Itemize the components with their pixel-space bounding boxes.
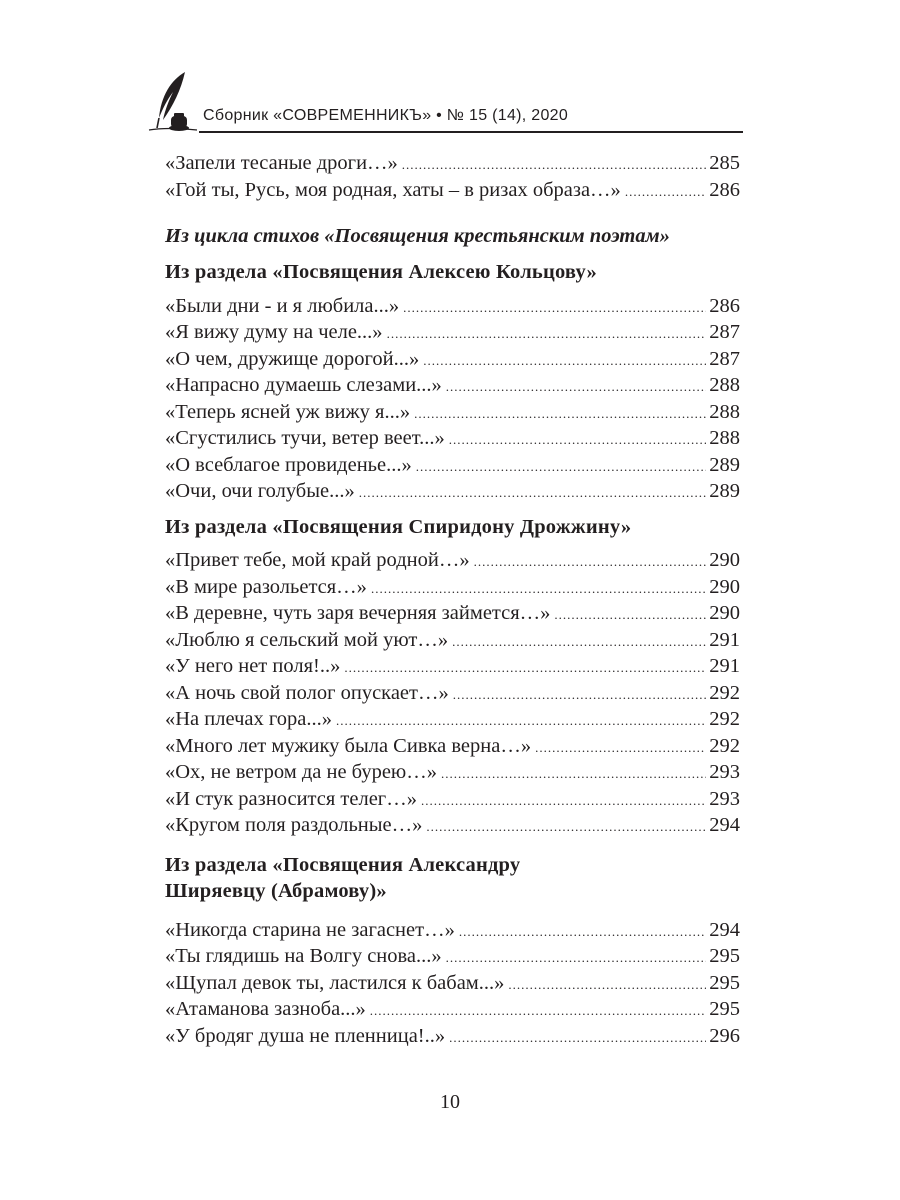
dot-leader bbox=[474, 549, 707, 576]
toc-entry bbox=[165, 917, 740, 944]
toc-entry bbox=[165, 653, 740, 680]
toc-entry-title: «Очи, очи голубые...» bbox=[165, 480, 355, 502]
dot-leader bbox=[453, 682, 707, 709]
dot-leader bbox=[446, 945, 707, 972]
toc-entry-title: «А ночь свой полог опускает…» bbox=[165, 681, 449, 704]
dot-leader bbox=[344, 655, 706, 682]
toc-entry-title: «В мире разольется…» bbox=[165, 575, 367, 598]
toc-entry bbox=[165, 478, 740, 505]
dot-leader bbox=[459, 919, 706, 946]
toc-entry-page: 294 bbox=[709, 918, 740, 941]
dot-leader bbox=[423, 348, 706, 375]
dot-leader bbox=[508, 972, 706, 999]
toc-entry-title: «У бродяг душа не пленница!..» bbox=[165, 1024, 446, 1047]
toc-entry-title: «Щупал девок ты, ластился к бабам...» bbox=[165, 971, 505, 994]
toc-entry-title: «И стук разносится телег…» bbox=[165, 787, 417, 810]
dot-leader bbox=[421, 788, 706, 815]
header-divider bbox=[199, 131, 743, 133]
toc-entry bbox=[165, 346, 740, 373]
toc-entry-page: 295 bbox=[709, 945, 740, 967]
toc-entry bbox=[165, 372, 740, 399]
toc-entry-title: «Много лет мужику была Сивка верна…» bbox=[165, 734, 532, 757]
toc-entry bbox=[165, 452, 740, 479]
dot-leader bbox=[554, 602, 706, 629]
toc-entry-title: «Запели тесаные дроги…» bbox=[165, 152, 398, 174]
toc-entry-page: 288 bbox=[709, 400, 740, 423]
toc-entry-title: «О всеблагое провиденье...» bbox=[165, 453, 412, 476]
toc-entry-title: «Кругом поля раздольные…» bbox=[165, 814, 423, 836]
dot-leader bbox=[403, 295, 706, 322]
toc-entry-page: 293 bbox=[709, 787, 740, 810]
dot-leader bbox=[449, 427, 707, 454]
toc-entry bbox=[165, 600, 740, 627]
toc-entry-page: 295 bbox=[709, 998, 740, 1020]
toc-entry-page: 287 bbox=[709, 321, 740, 343]
toc-entry bbox=[165, 150, 740, 177]
toc-entry-title: «На плечах гора...» bbox=[165, 708, 332, 730]
toc-entry-title: «Напрасно думаешь слезами...» bbox=[165, 374, 442, 396]
toc-entry-page: 291 bbox=[709, 628, 740, 651]
toc-entry-title: «Никогда старина не загаснет…» bbox=[165, 918, 455, 941]
toc-entry bbox=[165, 547, 740, 574]
toc-entry bbox=[165, 812, 740, 839]
toc-entry-page: 288 bbox=[709, 427, 740, 449]
toc-entry-page: 290 bbox=[709, 575, 740, 598]
toc-entry bbox=[165, 943, 740, 970]
toc-entry-title: «Люблю я сельский мой уют…» bbox=[165, 628, 449, 651]
dot-leader bbox=[446, 374, 706, 401]
dot-leader bbox=[387, 321, 707, 348]
cycle-heading: Из цикла стихов «Посвящения крестьянским поэтам» bbox=[165, 225, 670, 247]
toc-entry-page: 290 bbox=[709, 549, 740, 571]
toc-entry bbox=[165, 996, 740, 1023]
dot-leader bbox=[535, 735, 706, 762]
dot-leader bbox=[449, 1025, 706, 1052]
section-heading-drozhzhin: Из раздела «Посвящения Спиридону Дрожжину» bbox=[165, 515, 632, 538]
toc-entry bbox=[165, 425, 740, 452]
toc-entry-title: «В деревне, чуть заря вечерняя займется…» bbox=[165, 602, 551, 624]
toc-entry bbox=[165, 759, 740, 786]
dot-leader bbox=[336, 708, 706, 735]
toc-entry-page: 285 bbox=[709, 152, 740, 174]
toc-entry-page: 292 bbox=[709, 708, 740, 730]
toc-entry bbox=[165, 319, 740, 346]
toc-entry-page: 296 bbox=[709, 1024, 740, 1047]
toc-entry bbox=[165, 680, 740, 707]
toc-entry-title: «Гой ты, Русь, моя родная, хаты – в ризах образа…» bbox=[165, 178, 621, 201]
dot-leader bbox=[426, 814, 706, 841]
toc-entry bbox=[165, 706, 740, 733]
toc-entry-page: 292 bbox=[709, 734, 740, 757]
toc-entry-page: 287 bbox=[709, 347, 740, 370]
toc-entry-title: «Теперь ясней уж вижу я...» bbox=[165, 400, 411, 423]
table-of-contents bbox=[165, 150, 740, 1049]
header-title: Сборник «СОВРЕМЕННИКЪ» • № 15 (14), 2020 bbox=[203, 107, 569, 124]
toc-entry-title: «Сгустились тучи, ветер веет...» bbox=[165, 427, 445, 449]
toc-entry-page: 289 bbox=[709, 453, 740, 476]
toc-entry bbox=[165, 1023, 740, 1050]
toc-entry-page: 286 bbox=[709, 178, 740, 201]
toc-entry bbox=[165, 574, 740, 601]
toc-entry-title: «Я вижу думу на челе...» bbox=[165, 321, 383, 343]
toc-entry bbox=[165, 293, 740, 320]
toc-entry-page: 295 bbox=[709, 971, 740, 994]
dot-leader bbox=[625, 179, 706, 206]
dot-leader bbox=[359, 480, 707, 507]
dot-leader bbox=[416, 454, 706, 481]
dot-leader bbox=[414, 401, 706, 428]
toc-entry-title: «О чем, дружище дорогой...» bbox=[165, 347, 420, 370]
toc-entry bbox=[165, 786, 740, 813]
toc-entry bbox=[165, 970, 740, 997]
page-number: 10 bbox=[440, 1091, 460, 1113]
toc-entry-page: 286 bbox=[709, 294, 740, 317]
toc-entry-title: «Атаманова зазноба...» bbox=[165, 998, 366, 1020]
toc-entry-title: «Ох, не ветром да не бурею…» bbox=[165, 761, 437, 783]
dot-leader bbox=[370, 998, 706, 1025]
toc-entry bbox=[165, 177, 740, 204]
toc-entry-page: 294 bbox=[709, 814, 740, 836]
toc-entry-page: 292 bbox=[709, 681, 740, 704]
toc-entry-title: «Были дни - и я любила...» bbox=[165, 294, 400, 317]
toc-entry-page: 289 bbox=[709, 480, 740, 502]
dot-leader bbox=[441, 761, 706, 788]
section-heading-shiryaevets bbox=[165, 852, 740, 905]
toc-entry bbox=[165, 627, 740, 654]
section-heading-koltsov: Из раздела «Посвящения Алексею Кольцову» bbox=[165, 261, 597, 283]
dot-leader bbox=[452, 629, 706, 656]
toc-entry-page: 291 bbox=[709, 655, 740, 677]
toc-entry bbox=[165, 399, 740, 426]
toc-entry-page: 288 bbox=[709, 374, 740, 396]
running-header bbox=[147, 70, 743, 134]
section-heading-line: Ширяевцу (Абрамову)» bbox=[165, 880, 387, 902]
quill-inkwell-icon bbox=[147, 70, 199, 134]
toc-entry-page: 290 bbox=[709, 602, 740, 624]
toc-entry-page: 293 bbox=[709, 761, 740, 783]
dot-leader bbox=[402, 152, 706, 179]
toc-entry bbox=[165, 733, 740, 760]
section-heading-line: Из раздела «Посвящения Александру bbox=[165, 853, 521, 876]
toc-entry-title: «У него нет поля!..» bbox=[165, 655, 341, 677]
toc-entry-title: «Привет тебе, мой край родной…» bbox=[165, 549, 470, 571]
dot-leader bbox=[371, 576, 706, 603]
toc-entry-title: «Ты глядишь на Волгу снова...» bbox=[165, 945, 442, 967]
